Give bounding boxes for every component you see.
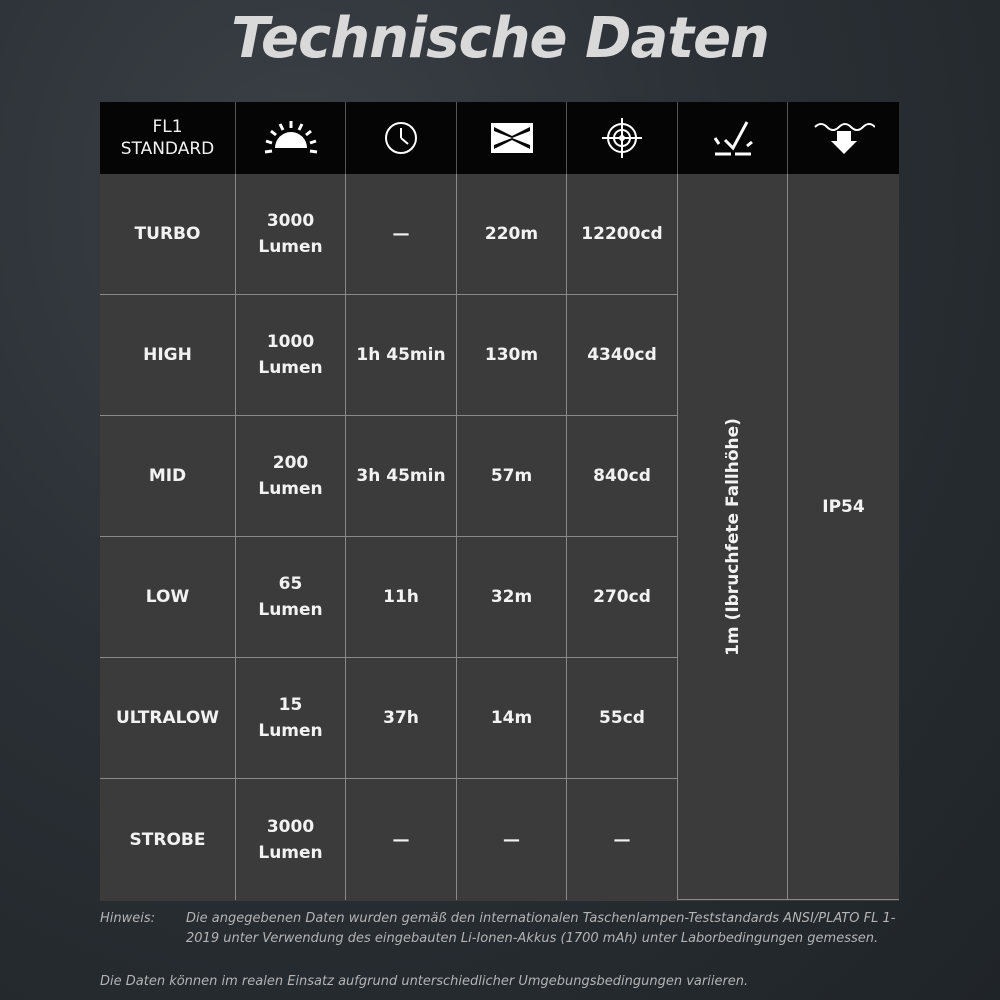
runtime-turbo: — <box>346 174 457 295</box>
lumen-turbo <box>236 174 346 295</box>
lumen-value: 3000 <box>266 211 315 231</box>
runtime-strobe: — <box>346 779 457 900</box>
runtime-mid: 3h 45min <box>346 416 457 537</box>
lumen-low <box>236 537 346 658</box>
mode-high: HIGH <box>100 295 236 416</box>
intensity-target-icon <box>567 102 678 174</box>
distance-turbo: 220m <box>457 174 567 295</box>
runtime-clock-icon <box>346 102 457 174</box>
intensity-strobe: — <box>567 779 678 900</box>
distance-low: 32m <box>457 537 567 658</box>
runtime-ultralow: 37h <box>346 658 457 779</box>
specs-table <box>100 102 899 901</box>
lumen-value: 200 <box>272 453 309 473</box>
lumen-strobe <box>236 779 346 900</box>
mode-low: LOW <box>100 537 236 658</box>
intensity-turbo: 12200cd <box>567 174 678 295</box>
runtime-high: 1h 45min <box>346 295 457 416</box>
note-label: Hinweis: <box>100 911 156 926</box>
impact-text: 1m (Ibruchfete Fallhöhe) <box>722 417 743 656</box>
header-standard <box>100 102 236 174</box>
page-title: Technische Daten <box>231 6 769 71</box>
lumen-value: 3000 <box>266 816 315 837</box>
distance-strobe: — <box>457 779 567 900</box>
lumen-value: 1000 <box>266 332 315 352</box>
distance-high: 130m <box>457 295 567 416</box>
lumen-unit: Lumen <box>258 479 323 499</box>
intensity-low: 270cd <box>567 537 678 658</box>
note-block <box>100 909 900 949</box>
footer-disclaimer: Die Daten können im realen Einsatz aufgrund unterschiedlicher Umgebungsbedingungen variieren. <box>100 974 749 989</box>
lumen-value: 65 <box>278 574 303 594</box>
intensity-ultralow: 55cd <box>567 658 678 779</box>
mode-turbo: TURBO <box>100 174 236 295</box>
lumen-unit: Lumen <box>258 600 323 620</box>
intensity-high: 4340cd <box>567 295 678 416</box>
brightness-icon <box>236 102 346 174</box>
distance-ultralow: 14m <box>457 658 567 779</box>
lumen-value: 15 <box>278 695 303 715</box>
mode-ultralow: ULTRALOW <box>100 658 236 779</box>
impact-resistance-value <box>678 174 788 900</box>
standard-line2: STANDARD <box>120 139 215 159</box>
water-resistance-icon <box>788 102 899 174</box>
standard-line1: FL1 <box>152 117 183 137</box>
lumen-high <box>236 295 346 416</box>
runtime-low: 11h <box>346 537 457 658</box>
mode-mid: MID <box>100 416 236 537</box>
intensity-mid: 840cd <box>567 416 678 537</box>
water-resistance-value: IP54 <box>788 174 899 900</box>
lumen-unit: Lumen <box>258 358 323 378</box>
lumen-unit: Lumen <box>258 721 323 741</box>
lumen-ultralow <box>236 658 346 779</box>
mode-strobe: STROBE <box>100 779 236 900</box>
impact-resistance-icon <box>678 102 788 174</box>
lumen-unit: Lumen <box>258 237 323 257</box>
beam-distance-icon <box>457 102 567 174</box>
lumen-mid <box>236 416 346 537</box>
distance-mid: 57m <box>457 416 567 537</box>
note-text: Die angegebenen Daten wurden gemäß den internationalen Taschenlampen-Teststandards ANSI/PLATO FL 1-2019 unter Verwendung des eingebauten Li-Ionen-Akkus (1700 mAh) unter Laborbedingungen gemessen. <box>186 911 896 946</box>
lumen-unit: Lumen <box>258 842 323 863</box>
